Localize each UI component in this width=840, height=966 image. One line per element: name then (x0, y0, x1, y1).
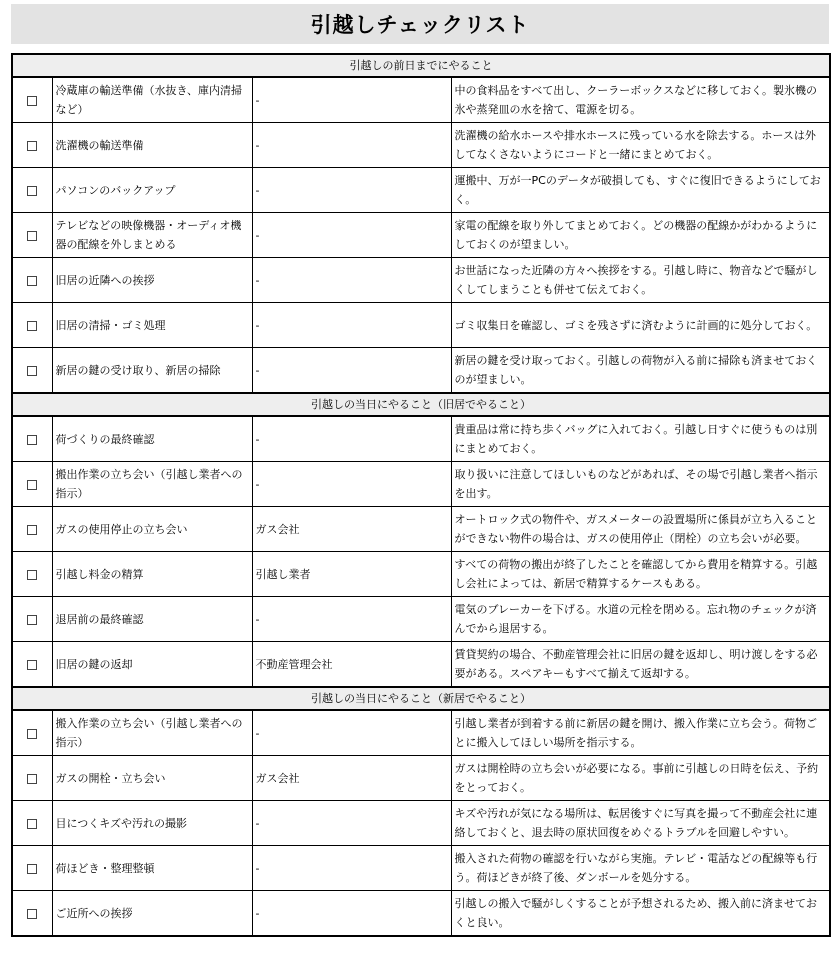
task-cell: テレビなどの映像機器・オーディオ機器の配線を外しまとめる (52, 213, 252, 258)
contact-cell: - (252, 123, 451, 168)
checkbox-cell (12, 462, 52, 507)
checkbox[interactable] (27, 615, 37, 625)
checkbox[interactable] (27, 660, 37, 670)
checkbox[interactable] (27, 366, 37, 376)
checklist-row (12, 462, 830, 507)
task-cell: 旧居の鍵の返却 (52, 642, 252, 688)
contact-cell: - (252, 462, 451, 507)
checklist-row (12, 213, 830, 258)
task-cell: 荷づくりの最終確認 (52, 416, 252, 462)
checkbox[interactable] (27, 186, 37, 196)
checklist-row (12, 597, 830, 642)
section-heading: 引越しの当日にやること（旧居でやること） (12, 393, 830, 416)
checkbox-cell (12, 597, 52, 642)
checkbox[interactable] (27, 729, 37, 739)
checkbox-cell (12, 756, 52, 801)
checklist-row (12, 303, 830, 348)
contact-cell: - (252, 168, 451, 213)
contact-cell: - (252, 891, 451, 937)
task-cell: 旧居の近隣への挨拶 (52, 258, 252, 303)
note-cell: 搬入された荷物の確認を行いながら実施。テレビ・電話などの配線等も行う。荷ほどきが終了後、ダンボールを処分する。 (451, 846, 830, 891)
note-cell: オートロック式の物件や、ガスメーターの設置場所に係員が立ち入ることができない物件の場合は、ガスの使用停止（閉栓）の立ち会いが必要。 (451, 507, 830, 552)
contact-cell: ガス会社 (252, 507, 451, 552)
checkbox[interactable] (27, 435, 37, 445)
checkbox[interactable] (27, 231, 37, 241)
note-cell: 運搬中、万が一PCのデータが破損しても、すぐに復旧できるようにしておく。 (451, 168, 830, 213)
contact-cell: - (252, 597, 451, 642)
checklist-row (12, 801, 830, 846)
checklist-row (12, 168, 830, 213)
note-cell: ガスは開栓時の立ち会いが必要になる。事前に引越しの日時を伝え、予約をとっておく。 (451, 756, 830, 801)
contact-cell: - (252, 77, 451, 123)
note-cell: 新居の鍵を受け取っておく。引越しの荷物が入る前に掃除も済ませておくのが望ましい。 (451, 348, 830, 394)
checkbox[interactable] (27, 819, 37, 829)
note-cell: 電気のブレーカーを下げる。水道の元栓を閉める。忘れ物のチェックが済んでから退居する。 (451, 597, 830, 642)
section-header-row (12, 393, 830, 416)
checklist-row (12, 642, 830, 688)
checklist-row (12, 258, 830, 303)
task-cell: 新居の鍵の受け取り、新居の掃除 (52, 348, 252, 394)
checkbox[interactable] (27, 864, 37, 874)
task-cell: 搬入作業の立ち会い（引越し業者への指示） (52, 710, 252, 756)
checkbox-cell (12, 891, 52, 937)
checklist-row (12, 891, 830, 937)
contact-cell: - (252, 303, 451, 348)
checklist-row (12, 846, 830, 891)
checklist-row (12, 416, 830, 462)
task-cell: 冷蔵庫の輸送準備（水抜き、庫内清掃など） (52, 77, 252, 123)
note-cell: 賃貸契約の場合、不動産管理会社に旧居の鍵を返却し、明け渡しをする必要がある。スペアキーもすべて揃えて返却する。 (451, 642, 830, 688)
note-cell: 洗濯機の給水ホースや排水ホースに残っている水を除去する。ホースは外してなくさないようにコードと一緒にまとめておく。 (451, 123, 830, 168)
checkbox-cell (12, 801, 52, 846)
contact-cell: - (252, 846, 451, 891)
task-cell: 目につくキズや汚れの撮影 (52, 801, 252, 846)
note-cell: キズや汚れが気になる場所は、転居後すぐに写真を撮って不動産会社に連絡しておくと、退去時の原状回復をめぐるトラブルを回避しやすい。 (451, 801, 830, 846)
checkbox[interactable] (27, 96, 37, 106)
checklist-row (12, 123, 830, 168)
contact-cell: - (252, 710, 451, 756)
checkbox-cell (12, 348, 52, 394)
section-heading: 引越しの当日にやること（新居でやること） (12, 687, 830, 710)
task-cell: ご近所への挨拶 (52, 891, 252, 937)
task-cell: 退居前の最終確認 (52, 597, 252, 642)
section-heading: 引越しの前日までにやること (12, 54, 830, 77)
moving-checklist-table (11, 53, 831, 937)
contact-cell: 引越し業者 (252, 552, 451, 597)
checkbox[interactable] (27, 774, 37, 784)
checkbox-cell (12, 123, 52, 168)
checkbox[interactable] (27, 525, 37, 535)
contact-cell: - (252, 416, 451, 462)
checkbox-cell (12, 710, 52, 756)
task-cell: ガスの開栓・立ち会い (52, 756, 252, 801)
checkbox-cell (12, 846, 52, 891)
note-cell: 中の食料品をすべて出し、クーラーボックスなどに移しておく。製氷機の氷や蒸発皿の水を捨て、電源を切る。 (451, 77, 830, 123)
checkbox[interactable] (27, 570, 37, 580)
note-cell: 家電の配線を取り外してまとめておく。どの機器の配線かがわかるようにしておくのが望ましい。 (451, 213, 830, 258)
contact-cell: - (252, 348, 451, 394)
checkbox[interactable] (27, 909, 37, 919)
checkbox-cell (12, 303, 52, 348)
checklist-row (12, 507, 830, 552)
checkbox-cell (12, 258, 52, 303)
checkbox-cell (12, 507, 52, 552)
contact-cell: - (252, 213, 451, 258)
task-cell: パソコンのバックアップ (52, 168, 252, 213)
task-cell: 搬出作業の立ち会い（引越し業者への指示） (52, 462, 252, 507)
task-cell: 荷ほどき・整理整頓 (52, 846, 252, 891)
checklist-row (12, 77, 830, 123)
note-cell: 取り扱いに注意してほしいものなどがあれば、その場で引越し業者へ指示を出す。 (451, 462, 830, 507)
checkbox[interactable] (27, 141, 37, 151)
checkbox[interactable] (27, 321, 37, 331)
checkbox[interactable] (27, 480, 37, 490)
task-cell: 引越し料金の精算 (52, 552, 252, 597)
checkbox-cell (12, 77, 52, 123)
checkbox-cell (12, 416, 52, 462)
checkbox-cell (12, 642, 52, 688)
page-title: 引越しチェックリスト (11, 4, 829, 44)
checklist-row (12, 710, 830, 756)
checklist-row (12, 552, 830, 597)
task-cell: 旧居の清掃・ゴミ処理 (52, 303, 252, 348)
checklist-row (12, 348, 830, 394)
task-cell: 洗濯機の輸送準備 (52, 123, 252, 168)
checkbox-cell (12, 213, 52, 258)
checkbox[interactable] (27, 276, 37, 286)
note-cell: 引越し業者が到着する前に新居の鍵を開け、搬入作業に立ち会う。荷物ごとに搬入してほしい場所を指示する。 (451, 710, 830, 756)
note-cell: ゴミ収集日を確認し、ゴミを残さずに済むように計画的に処分しておく。 (451, 303, 830, 348)
note-cell: 貴重品は常に持ち歩くバッグに入れておく。引越し日すぐに使うものは別にまとめておく。 (451, 416, 830, 462)
task-cell: ガスの使用停止の立ち会い (52, 507, 252, 552)
contact-cell: ガス会社 (252, 756, 451, 801)
checklist-row (12, 756, 830, 801)
note-cell: お世話になった近隣の方々へ挨拶をする。引越し時に、物音などで騒がしくしてしまうことも併せて伝えておく。 (451, 258, 830, 303)
note-cell: すべての荷物の搬出が終了したことを確認してから費用を精算する。引越し会社によっては、新居で精算するケースもある。 (451, 552, 830, 597)
contact-cell: 不動産管理会社 (252, 642, 451, 688)
section-header-row (12, 54, 830, 77)
contact-cell: - (252, 258, 451, 303)
note-cell: 引越しの搬入で騒がしくすることが予想されるため、搬入前に済ませておくと良い。 (451, 891, 830, 937)
checkbox-cell (12, 168, 52, 213)
section-header-row (12, 687, 830, 710)
contact-cell: - (252, 801, 451, 846)
checkbox-cell (12, 552, 52, 597)
